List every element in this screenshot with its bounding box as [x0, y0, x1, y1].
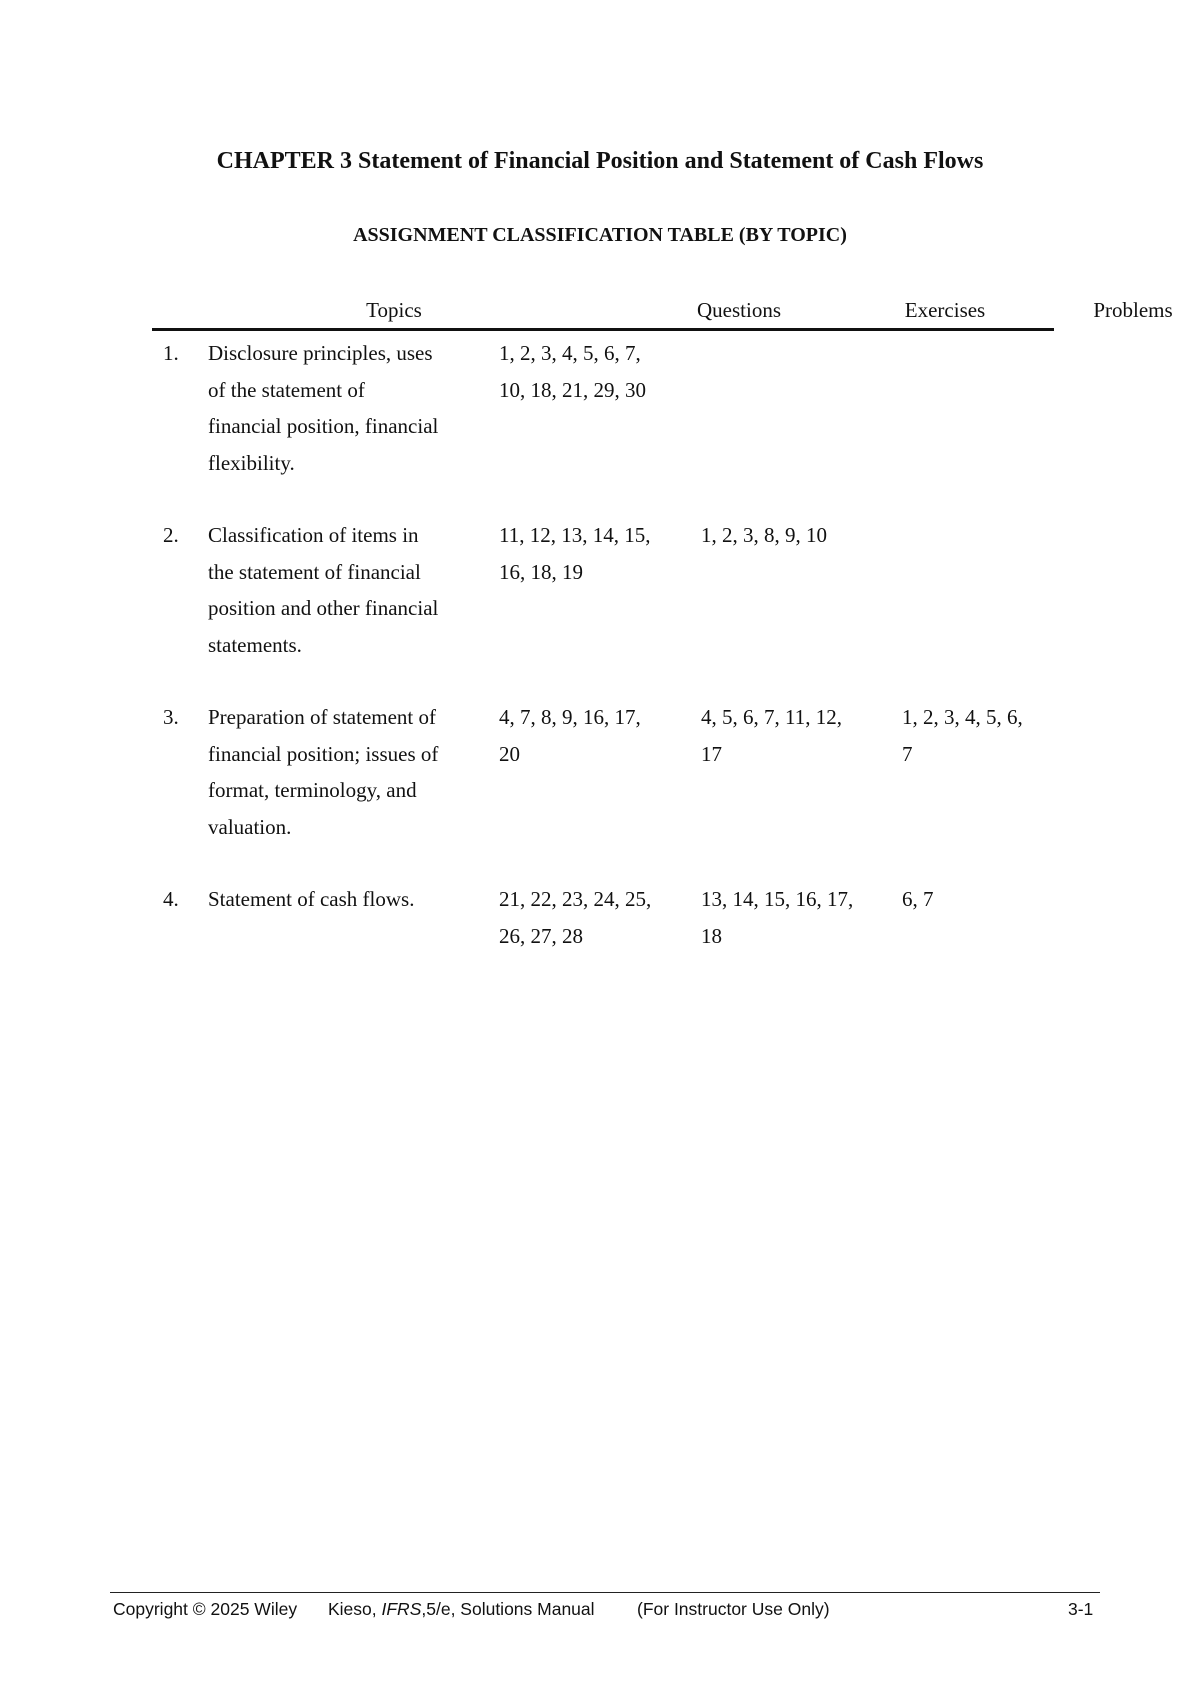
header-topics: Topics	[366, 298, 422, 322]
footer-use-note: (For Instructor Use Only)	[637, 1599, 830, 1619]
row-exercises: 4, 5, 6, 7, 11, 12, 17	[701, 705, 842, 766]
row-topic: Classification of items in the statement of financial position and other financial statements.	[208, 523, 439, 657]
footer-author: Kieso,	[328, 1599, 382, 1619]
row-number: 3.	[163, 705, 179, 729]
row-exercises: 1, 2, 3, 8, 9, 10	[701, 523, 827, 547]
footer-divider	[110, 1592, 1100, 1593]
footer-page-number: 3-1	[1068, 1599, 1094, 1619]
footer-copyright: Copyright © 2025 Wiley	[113, 1599, 298, 1619]
row-number: 4.	[163, 887, 179, 911]
table-row	[152, 517, 1054, 699]
table-row	[152, 335, 1054, 517]
row-problems: 1, 2, 3, 4, 5, 6, 7	[902, 705, 1023, 766]
table-header-row	[152, 292, 1173, 331]
row-problems: 6, 7	[902, 887, 934, 911]
row-topic: Statement of cash flows.	[208, 887, 415, 911]
assignment-classification-table	[152, 292, 1173, 1063]
footer-manual	[328, 1598, 595, 1620]
footer-edition: ,5/e, Solutions Manual	[421, 1599, 595, 1619]
footer-book: IFRS	[381, 1599, 422, 1619]
row-exercises: 13, 14, 15, 16, 17, 18	[701, 887, 854, 948]
header-questions: Questions	[697, 298, 781, 322]
table-row	[152, 881, 1054, 1063]
table-row	[152, 699, 1054, 881]
header-problems: Problems	[1093, 298, 1173, 322]
row-number: 1.	[163, 341, 179, 365]
row-questions: 11, 12, 13, 14, 15, 16, 18, 19	[499, 523, 651, 584]
header-exercises: Exercises	[904, 298, 986, 322]
row-topic: Disclosure principles, uses of the statement of financial position, financial flexibility.	[208, 341, 439, 475]
row-questions: 4, 7, 8, 9, 16, 17, 20	[499, 705, 641, 766]
page-title: CHAPTER 3 Statement of Financial Position and Statement of Cash Flows	[216, 148, 984, 174]
row-number: 2.	[163, 523, 179, 547]
row-topic: Preparation of statement of financial position; issues of format, terminology, and valuation.	[208, 705, 439, 839]
table-title: ASSIGNMENT CLASSIFICATION TABLE (BY TOPIC)	[353, 224, 847, 246]
row-questions: 1, 2, 3, 4, 5, 6, 7, 10, 18, 21, 29, 30	[499, 341, 646, 402]
row-questions: 21, 22, 23, 24, 25, 26, 27, 28	[499, 887, 652, 948]
